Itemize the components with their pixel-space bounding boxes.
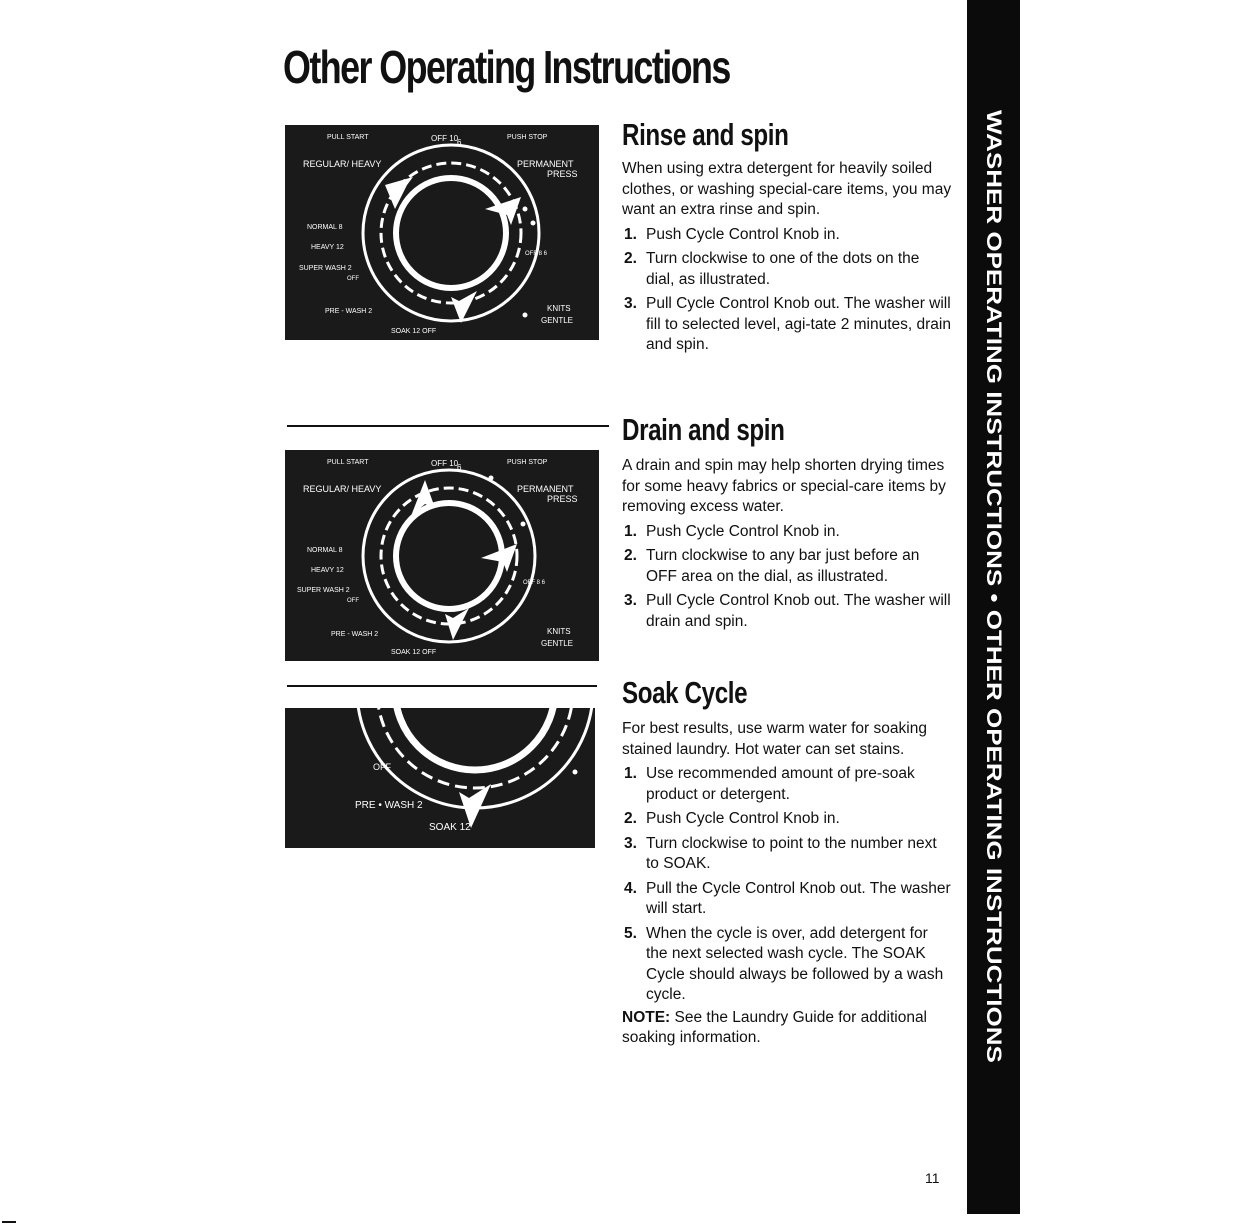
step-list [622, 225, 952, 356]
section-drain-spin [622, 412, 952, 636]
section-heading: Drain and spin [622, 412, 785, 447]
label-six: 6 [457, 463, 462, 472]
corner-mark [2, 1221, 16, 1223]
label-push-stop: PUSH STOP [507, 134, 548, 141]
section-soak-cycle [622, 675, 952, 1049]
label-soak-12-small: SOAK 12 [429, 822, 471, 833]
step-item: 5. When the cycle is over, add detergent for the next selected wash cycle. The SOAK Cycle should always be followed by a wash cycle. [624, 924, 944, 1003]
label-permanent: PERMANENT [517, 484, 574, 494]
label-regular-heavy: REGULAR/ HEAVY [303, 159, 382, 169]
dial-illustration-drain [285, 450, 599, 661]
label-regular-heavy: REGULAR/ HEAVY [303, 484, 382, 494]
label-off-small: OFF [373, 762, 391, 772]
label-off: OFF [347, 276, 359, 282]
divider-rule [287, 685, 597, 687]
label-heavy-12: HEAVY 12 [311, 244, 344, 251]
section-intro: A drain and spin may help shorten drying times for some heavy fabrics or special-care items by removing excess water. [622, 457, 946, 515]
label-off: OFF [347, 598, 359, 604]
label-off-10: OFF 10 [431, 134, 459, 143]
note-text: NOTE: See the Laundry Guide for additional soaking information. [622, 1008, 928, 1046]
step-item: 3. Turn clockwise to point to the number next to SOAK. [624, 834, 937, 872]
label-gentle: GENTLE [541, 639, 574, 648]
step-item: 3. Pull Cycle Control Knob out. The washer will drain and spin. [624, 592, 951, 630]
page-number: 11 [925, 1170, 940, 1186]
label-six: 6 [457, 138, 462, 147]
label-off-8-6: OFF 8 6 [523, 580, 546, 586]
label-super-wash-2: SUPER WASH 2 [297, 587, 350, 594]
label-soak-12-off: SOAK 12 OFF [391, 328, 437, 335]
divider-rule [287, 425, 609, 427]
section-heading: Rinse and spin [622, 117, 789, 152]
page-title: Other Operating Instructions [283, 41, 730, 93]
label-off-10: OFF 10 [431, 459, 459, 468]
label-press: PRESS [547, 169, 578, 179]
dial-illustration-rinse [285, 125, 599, 340]
label-heavy-12: HEAVY 12 [311, 567, 344, 574]
label-push-stop: PUSH STOP [507, 459, 548, 466]
section-intro: For best results, use warm water for soaking stained laundry. Hot water can set stains. [622, 720, 927, 758]
step-item: 2. Turn clockwise to one of the dots on the dial, as illustrated. [624, 250, 920, 288]
step-item: 3. Pull Cycle Control Knob out. The washer will fill to selected level, agi-tate 2 minutes, drain and spin. [624, 295, 951, 353]
step-item: 1. Use recommended amount of pre-soak product or detergent. [624, 765, 915, 803]
step-item: 1. Push Cycle Control Knob in. [624, 522, 840, 540]
label-pre-wash-2: PRE - WASH 2 [325, 308, 373, 315]
label-pre-wash-2-small: PRE • WASH 2 [355, 800, 423, 811]
step-list [622, 764, 952, 1006]
label-super-wash-2: SUPER WASH 2 [299, 265, 352, 272]
label-gentle: GENTLE [541, 316, 574, 325]
label-pre-wash-2: PRE - WASH 2 [331, 631, 379, 638]
section-rinse-spin [622, 117, 952, 360]
step-item: 2. Turn clockwise to any bar just before an OFF area on the dial, as illustrated. [624, 547, 920, 585]
step-item: 4. Pull the Cycle Control Knob out. The washer will start. [624, 879, 951, 917]
label-pull-start: PULL START [327, 134, 369, 141]
section-intro: When using extra detergent for heavily soiled clothes, or washing special-care items, you may want an extra rinse and spin. [622, 160, 952, 218]
label-normal-8: NORMAL 8 [307, 224, 343, 231]
section-heading: Soak Cycle [622, 675, 748, 710]
sidebar-tab [967, 0, 1020, 1214]
label-press: PRESS [547, 494, 578, 504]
label-normal-8: NORMAL 8 [307, 547, 343, 554]
step-item: 1. Push Cycle Control Knob in. [624, 225, 840, 243]
label-pull-start: PULL START [327, 459, 369, 466]
dial-illustration-soak [285, 708, 595, 848]
label-off-8-6: OFF 8 6 [525, 251, 548, 257]
sidebar-vertical-text: WASHER OPERATING INSTRUCTIONS • OTHER OPERATING INSTRUCTIONS [981, 110, 1006, 1063]
step-list [622, 522, 952, 633]
step-item: 2. Push Cycle Control Knob in. [624, 810, 840, 827]
label-soak-12-off: SOAK 12 OFF [391, 649, 437, 656]
note-label: NOTE: [622, 1008, 671, 1026]
label-knits: KNITS [547, 627, 571, 636]
label-permanent: PERMANENT [517, 159, 574, 169]
label-knits: KNITS [547, 304, 571, 313]
